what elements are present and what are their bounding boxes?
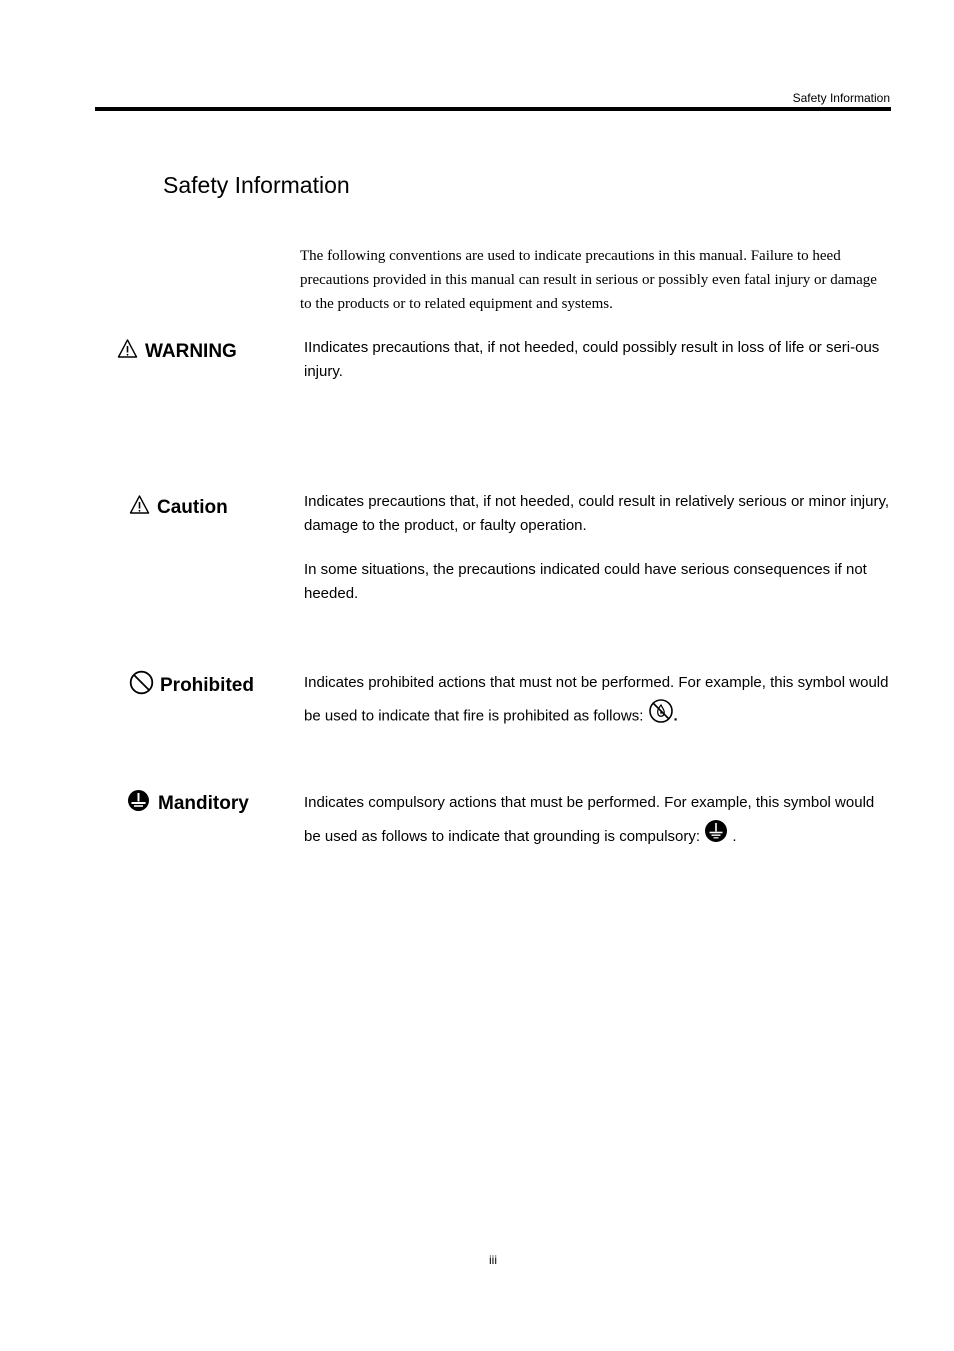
caution-description xyxy=(304,490,894,606)
grounding-icon xyxy=(704,819,728,855)
manditory-text: Indicates compulsory actions that must be performed. For example, this symbol would be used as follows to indicate that grounding is compulsory: xyxy=(304,794,875,845)
header-rule xyxy=(95,107,891,111)
prohibited-description xyxy=(304,668,894,735)
prohibited-label-text: Prohibited xyxy=(160,674,254,696)
page-title: Safety Information xyxy=(163,172,350,198)
manditory-description xyxy=(304,787,894,855)
prohibited-suffix: . xyxy=(673,707,678,725)
mandatory-circle-icon xyxy=(127,789,150,818)
intro-paragraph: The following conventions are used to indicate precautions in this manual. Failure to heed precautions provided in this manual can result in serious or possibly even fatal injury or damage to the products or to related equipment and systems. xyxy=(300,248,877,312)
caution-note: In some situations, the precautions indicated could have serious consequences if not heeded. xyxy=(304,561,867,602)
no-fire-icon xyxy=(648,698,674,735)
prohibited-circle-icon xyxy=(129,670,154,701)
page-number: iii xyxy=(489,1253,497,1267)
prohibited-text: Indicates prohibited actions that must not be performed. For example, this symbol would be used to indicate that fire is prohibited as follows: xyxy=(304,674,889,725)
warning-triangle-icon xyxy=(129,494,150,521)
warning-description xyxy=(304,336,894,384)
manditory-label-text: Manditory xyxy=(158,792,249,814)
caution-label-text: Caution xyxy=(157,496,228,518)
caution-text: Indicates precautions that, if not heeded, could result in relatively serious or minor injury, damage to the product, or faulty operation. xyxy=(304,493,890,534)
caution-label xyxy=(129,494,228,521)
running-header: Safety Information xyxy=(792,91,890,105)
manditory-suffix: . xyxy=(732,827,737,845)
prohibited-label xyxy=(129,670,254,701)
warning-label xyxy=(117,338,237,365)
manditory-label xyxy=(127,789,249,818)
warning-triangle-icon xyxy=(117,338,138,365)
warning-text: IIndicates precautions that, if not heeded, could possibly result in loss of life or seri-ous injury. xyxy=(304,339,880,380)
warning-label-text: WARNING xyxy=(145,340,237,362)
